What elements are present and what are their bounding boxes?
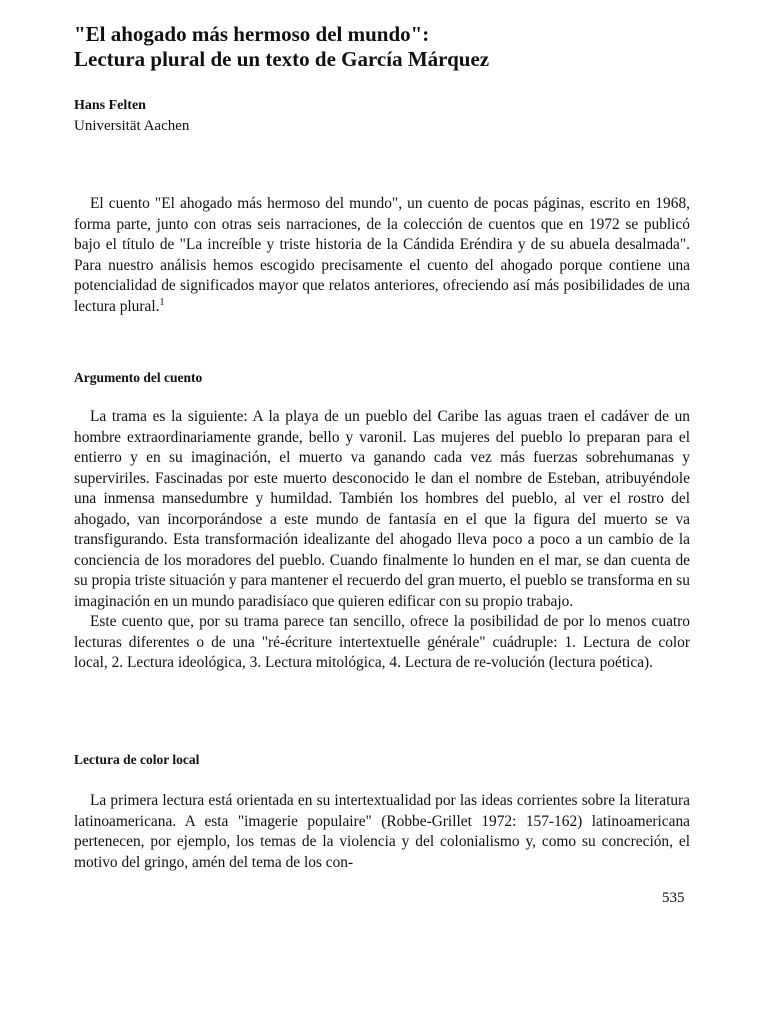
argumento-paragraph-2: Este cuento que, por su trama parece tan sencillo, ofrece la posibilidad de por lo menos cuatro lecturas diferentes o de una "ré-écriture intertextuelle générale" cuádruple: 1. Lectura de color local, 2. Lectura ideológica, 3. Lectura mitológica, 4. Lectura de re-volución (lectura poética). — [74, 613, 690, 671]
section-argumento-body — [74, 407, 690, 674]
footnote-ref: 1 — [159, 296, 165, 308]
author-affiliation: Universität Aachen — [74, 118, 190, 134]
section-heading-color-local: Lectura de color local — [74, 752, 200, 767]
page-number: 535 — [662, 890, 685, 906]
argumento-paragraph-1: La trama es la siguiente: A la playa de un pueblo del Caribe las aguas traen el cadáver de un hombre extraordinariamente grande, bello y varonil. Las mujeres del pueblo lo preparan para el entierro y en su imaginación, el muerto va ganando cada vez más fuerzas sobrehumanas y superviriles. Fascinadas por este muerto desconocido le dan el nombre de Esteban, atribuyéndole una inmensa mansedumbre y humildad. También los hombres del pueblo, al ver el rostro del ahogado, van incorporándose a este mundo de fantasía en el que la figura del muerto se va transfigurando. Esta transformación idealizante del ahogado lleva poco a poco a un cambio de la conciencia de los moradores del pueblo. Cuando finalmente lo hunden en el mar, se dan cuenta de su propia triste situación y para mantener el recuerdo del gran muerto, el pueblo se transforma en su imaginación en un mundo paradisíaco que quieren edificar con su propio trabajo. — [74, 408, 690, 610]
intro-paragraph — [74, 194, 690, 317]
section-color-local-body — [74, 791, 690, 873]
title-line-1: "El ahogado más hermoso del mundo": — [74, 22, 430, 46]
intro-paragraph-text: El cuento "El ahogado más hermoso del mundo", un cuento de pocas páginas, escrito en 1968, forma parte, junto con otras seis narraciones, de la colección de cuentos que en 1972 se publicó bajo el título de "La increíble y triste historia de la Cándida Eréndira y de su abuela desalmada". Para nuestro análisis hemos escogido precisamente el cuento del ahogado porque contiene una potencialidad de significados mayor que relatos anteriores, ofreciendo así más posibilidades de una lectura plural. — [74, 195, 690, 315]
article-title — [74, 22, 714, 72]
section-heading-argumento: Argumento del cuento — [74, 370, 203, 385]
author-block — [74, 96, 189, 136]
intro-block — [74, 194, 690, 317]
author-name: Hans Felten — [74, 98, 146, 113]
color-local-paragraph-1: La primera lectura está orientada en su intertextualidad por las ideas corrientes sobre la literatura latinoamericana. A esta "imagerie populaire" (Robbe-Grillet 1972: 157-162) latinoamericana pertenecen, por ejemplo, los temas de la violencia y del colonialismo y, como su concreción, el motivo del gringo, amén del tema de los con- — [74, 792, 690, 871]
title-line-2: Lectura plural de un texto de García Márquez — [74, 47, 490, 71]
